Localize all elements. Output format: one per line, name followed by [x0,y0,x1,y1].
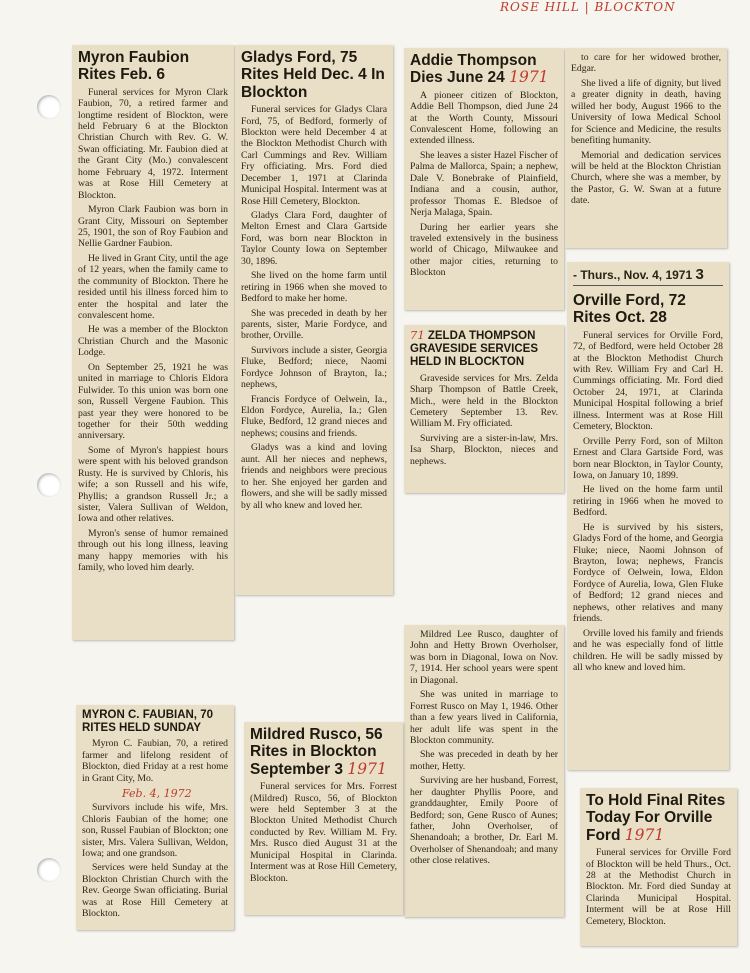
paragraph: Services were held Sunday at the Blockton Christian Church with the Rev. George Swan officiating. Burial was at Rose Hill Cemetery at Blockton. [82,862,228,920]
paragraph: She was united in marriage to Forrest Rusco on May 1, 1946. Other than a few years lived in California, her adult life was spent in the Blockton community. [410,689,558,746]
paragraph: Myron Clark Faubion was born in Grant City, Missouri on September 25, 1901, the son of Roy Faubion and Nellie Gardner Faubion. [78,204,228,250]
handwritten-year: 1971 [509,68,549,87]
clipping-title: To Hold Final Rites Today For Orville Ford 1971 [586,792,726,844]
page-number: 3 [695,266,704,283]
clipping-mildred-rusco [244,722,403,915]
clipping-myron-faubian [76,705,234,930]
handwritten-year: 71 [410,328,425,342]
paragraph: During her earlier years she traveled extensively in the business world of Chicago, Milwaukee and other major cities, returning to Blockton [410,221,558,279]
binder-hole-middle [37,473,61,497]
paragraph: Myron's sense of humor remained through out his long illness, leaving many happy memories with his family, who loved him dearly. [78,527,228,574]
clipping-orville-ford [567,262,729,770]
paragraph: Funeral services for Mrs. Forrest (Mildred) Rusco, 56, of Blockton were held September 3 at the Blockton United Methodist Church conducted by Rev. William M. Fry. Mrs. Rusco died August 31 at the Municipal Hospital in Clarinda. Interment was at Rose Hill Cemetery, Blockton. [250,781,397,884]
clipping-addie-thompson-continued [565,48,727,248]
paragraph: to care for her widowed brother, Edgar. [571,52,721,75]
paragraph: He lived in Grant City, until the age of 12 years, when the family came to the community of Blockton. There he resided until his illness forced him to enter the hospital and later the convalescent home. [78,252,228,322]
paragraph: He was a member of the Blockton Christian Church and the Masonic Lodge. [78,324,228,359]
clipping-title: Myron Faubion Rites Feb. 6 [78,49,190,84]
handwritten-year: 1971 [624,825,665,844]
paragraph: Gladys Clara Ford, daughter of Melton Ernest and Clara Gartside Ford, was born near Blockton in Taylor County Iowa on September 30, 1896. [241,210,387,267]
clipping-mildred-rusco-bio [404,625,564,917]
dateline: - Thurs., Nov. 4, 1971 3 [573,266,723,286]
page-header-note: ROSE HILL | BLOCKTON [500,0,676,14]
handwritten-year: 1971 [347,759,387,778]
paragraph: He is survived by his sisters, Gladys Ford of the home, and Georgia Fluke; niece, Naomi Johnson of Brayton, Iowa; nephews, Francis Fordyce of Oelwein, Iowa, Eldon Fordyce of Aurelia, Iowa, Glen Fluke of Bedford; 12 grand nieces and nephews, other relatives and many friends. [573,521,723,625]
clipping-orville-final-rites [580,788,737,946]
clipping-gladys-ford [235,45,393,595]
paragraph: She was preceded in death by her mother, Hetty. [410,749,558,772]
paragraph: She lived on the home farm until retiring in 1966 when she moved to Bedford to make her home. [241,270,387,305]
clipping-myron-faubion [72,45,234,640]
paragraph: Survivors include a sister, Georgia Fluke, Bedford; niece, Naomi Fordyce Johnson of Brayton, Ia.; nephews, [241,344,387,391]
clipping-title: Mildred Rusco, 56 Rites in Blockton September 3 1971 [250,726,387,778]
binder-hole-bottom [37,858,61,882]
paragraph: Funeral services for Myron Clark Faubion, 70, a retired farmer and longtime resident of Blockton, were held February 6 at the Blockton Christian Church with Rev. G. W. Swan officiating. Mr. Faubion died at the Grant City (Mo.) convalescent home February 4, 1972. Interment was at Rose Hill Cemetery at Blockton. [78,86,228,201]
clipping-title: Orville Ford, 72 Rites Oct. 28 [573,292,686,327]
clipping-title: MYRON C. FAUBIAN, 70 RITES HELD SUNDAY [82,709,213,735]
paragraph: Surviving are a sister-in-law, Mrs. Isa Sharp, Blockton, nieces and nephews. [410,432,558,467]
paragraph: A pioneer citizen of Blockton, Addie Bell Thompson, died June 24 at the Worth County, Missouri Convalescent Home, following an extended illness. [410,89,558,147]
clipping-title: Addie Thompson Dies June 24 1971 [410,52,549,87]
paragraph: Surviving are her husband, Forrest, her daughter Phyllis Poore, and granddaughter, Emily Poore of Bedford; son, Gene Rusco of Aunes; father, John Overholser, of Shenandoah; a brother, Dr. Earl M. Overholser of Shenandoah; and many other close relatives. [410,775,558,867]
clipping-zelda-thompson [404,325,564,493]
paragraph: She lived a life of dignity, but lived a greater dignity in death, having willed her body, August 1966 to the University of Iowa Medical School for Science and Medicine, the results benefiting humanity. [571,77,721,147]
paragraph: Survivors include his wife, Mrs. Chloris Faubian of the home; one son, Russel Faubian of Blockton; one sister, Mrs. Valera Sullivan, Weldon, Iowa; and one grandson. [82,802,228,859]
paragraph: Memorial and dedication services will be held at the Blockton Christian Church, where she was a member, by the Pastor, G. W. Swan at a future date. [571,149,721,207]
binder-hole-top [37,95,61,119]
clipping-addie-thompson [404,48,564,310]
paragraph: Orville loved his family and friends and he was especially fond of little children. He will be sadly missed by all who knew and loved him. [573,627,723,673]
paragraph: Francis Fordyce of Oelwein, Ia., Eldon Fordyce, Aurelia, Ia.; Glen Fluke, Bedford, 12 grand nieces and nephews; cousins and friends. [241,393,387,439]
paragraph: Funeral services for Gladys Clara Ford, 75, of Bedford, formerly of Blockton were held December 4 at the Blockton Methodist Church with Carl Cummings and Rev. William Fry officiating. Mrs. Ford died December 1, 1971 at Clarinda Municipal Hospital. Interment was at Rose Hill Cemetery, Blockton. [241,104,387,207]
paragraph: She was preceded in death by her parents, sister, Marie Fordyce, and brother, Orville. [241,307,387,342]
paragraph: Funeral services for Orville Ford of Blockton will be held Thurs., Oct. 28 at the Methodist Church in Blockton. Mr. Ford died Sunday at Clarinda Municipal Hospital. Interment will be at Rose Hill Cemetery, Blockton. [586,847,731,927]
clipping-title: 71 ZELDA THOMPSON GRAVESIDE SERVICES HELD IN BLOCKTON [410,328,539,369]
paragraph: Graveside services for Mrs. Zelda Sharp Thompson of Battle Creek, Mich., were held in the Blockton Cemetery September 13. Rev. William M. Fry officiated. [410,372,558,430]
paragraph: Some of Myron's happiest hours were spent with his beloved grandson Rusty. He is survived by Chloris, his wife; a son Russell and his wife, Phyllis; a grandson Russell Jr.; a sister, Valera Sullivan of Weldon, Iowa and other relatives. [78,444,228,525]
paragraph: Mildred Lee Rusco, daughter of John and Hetty Brown Overholser, was born in Diagonal, Iowa on Nov. 7, 1914. Her school years were spent in Diagonal. [410,629,558,686]
paragraph: Gladys was a kind and loving aunt. All her nieces and nephews, friends and neighbors were precious to her. She enjoyed her garden and flowers, and she will be sadly missed by all who knew and loved her. [241,442,387,511]
paragraph: She leaves a sister Hazel Fischer of Palma de Mallorca, Spain; a nephew, Dale V. Bonebrake of Plainfield, Indiana and a cousin, author, professor Thomas E. Bledsoe of Nerja Malaga, Spain. [410,149,558,219]
paragraph: Funeral services for Orville Ford, 72, of Bedford, were held October 28 at the Blockton Methodist Church with Rev. William Fry and Carl H. Cummings officiating. Mr. Ford died October 24, 1971, at Clarinda Municipal Hospital following a brief illness. Interment was at Rose Hill Cemetery, Blockton. [573,329,723,433]
paragraph: Orville Perry Ford, son of Milton Ernest and Clara Gartside Ford, was born near Blockton, in Taylor County, Iowa, on January 10, 1899. [573,435,723,481]
paragraph: On September 25, 1921 he was united in marriage to Chloris Eldora Fulwider. To this union was born one son, Russell Vergene Faubion. This past year they were honored to be together for their 50th wedding anniversary. [78,361,228,442]
paragraph: He lived on the home farm until retiring in 1966 when he moved to Bedford. [573,484,723,519]
clipping-title: Gladys Ford, 75 Rites Held Dec. 4 In Blockton [241,49,385,101]
paragraph: Myron C. Faubian, 70, a retired farmer and lifelong resident of Blockton, died Friday at a rest home in Grant City, Mo. [82,738,228,784]
handwritten-date: Feb. 4, 1972 [122,787,192,801]
